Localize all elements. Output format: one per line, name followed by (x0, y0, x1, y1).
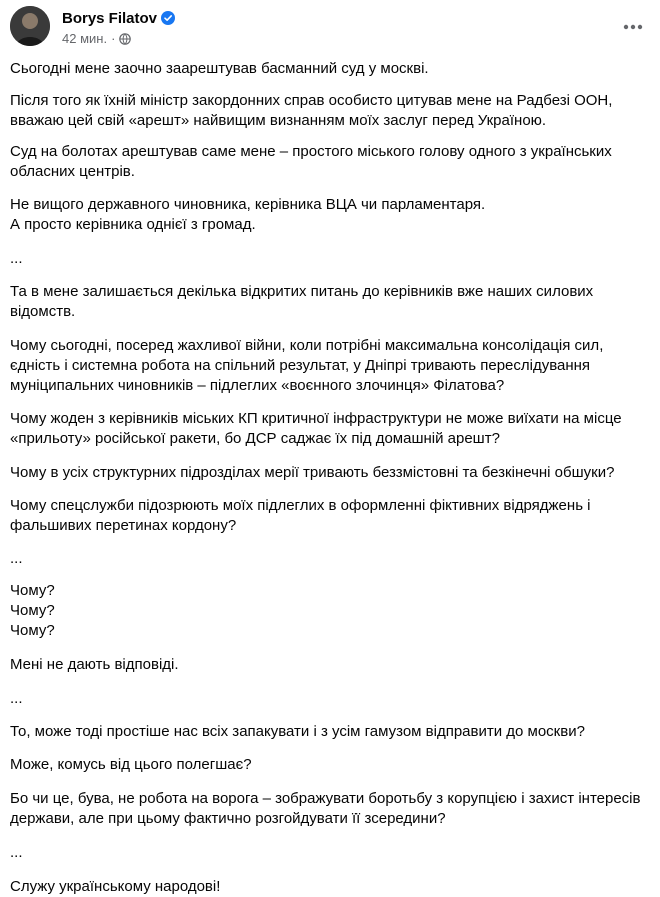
post-paragraph: Не вищого державного чиновника, керівника ВЦА чи парламентаря. А просто керівника однієї з громад. (10, 196, 486, 233)
more-options-button[interactable] (618, 14, 648, 38)
post-body (10, 59, 650, 897)
post-timestamp[interactable]: 42 мин. (62, 31, 108, 46)
post-paragraph: Мені не дають відповіді. (10, 656, 179, 673)
post-paragraph: Чому? Чому? Чому? (10, 582, 55, 639)
post-paragraph: Чому в усіх структурних підрозділах мерії тривають беззмістовні та безкінечні обшуки? (10, 464, 615, 481)
verified-badge-icon (161, 11, 175, 25)
post-paragraph: ... (10, 690, 23, 707)
post-paragraph: Суд на болотах арештував саме мене – простого міського голову одного з українських обласних центрів. (10, 143, 612, 180)
post-paragraph: Чому жоден з керівників міських КП критичної інфраструктури не може виїхати на місце «прильоту» російської ракети, бо ДСР саджає їх під домашній арешт? (10, 410, 622, 447)
post-paragraph: Сьогодні мене заочно заарештував басманний суд у москві. (10, 60, 429, 77)
globe-icon[interactable] (119, 33, 131, 45)
author-line (62, 8, 175, 28)
post-paragraph: То, може тоді простіше нас всіх запакувати і з усім гамузом відправити до москви? (10, 723, 585, 740)
avatar[interactable] (10, 6, 50, 46)
post-paragraph: Чому спецслужби підозрюють моїх підлеглих в оформленні фіктивних відряджень і фальшивих перетинах кордону? (10, 497, 591, 534)
post-paragraph: ... (10, 844, 23, 861)
post-paragraph: Може, комусь від цього полегшає? (10, 756, 252, 773)
post-meta (62, 31, 131, 46)
post-paragraph: Після того як їхній міністр закордонних справ особисто цитував мене на Радбезі ООН, вважаю цей свій «арешт» найвищим визнанням моїх заслуг перед Україною. (10, 92, 613, 129)
meta-separator: · (111, 31, 116, 46)
post-paragraph: ... (10, 250, 23, 267)
post-paragraph: Та в мене залишається декілька відкритих питань до керівників вже наших силових відомств. (10, 283, 594, 320)
post-header (10, 6, 660, 50)
author-name[interactable]: Borys Filatov (62, 9, 158, 27)
post-paragraph: ... (10, 550, 23, 567)
more-options-icon (623, 17, 643, 35)
post-paragraph: Бо чи це, бува, не робота на ворога – зображувати боротьбу з корупцією і захист інтересів держави, але при цьому фактично розгойдувати її зсередини? (10, 790, 641, 827)
post-paragraph: Чому сьогодні, посеред жахливої війни, коли потрібні максимальна консолідація сил, єдність і системна робота на спільний результат, у Дніпрі тривають переслідування муніципальних чиновників – підлеглих «воєнного злочинця» Філатова? (10, 337, 604, 394)
post-paragraph: Служу українському народові! (10, 878, 221, 895)
